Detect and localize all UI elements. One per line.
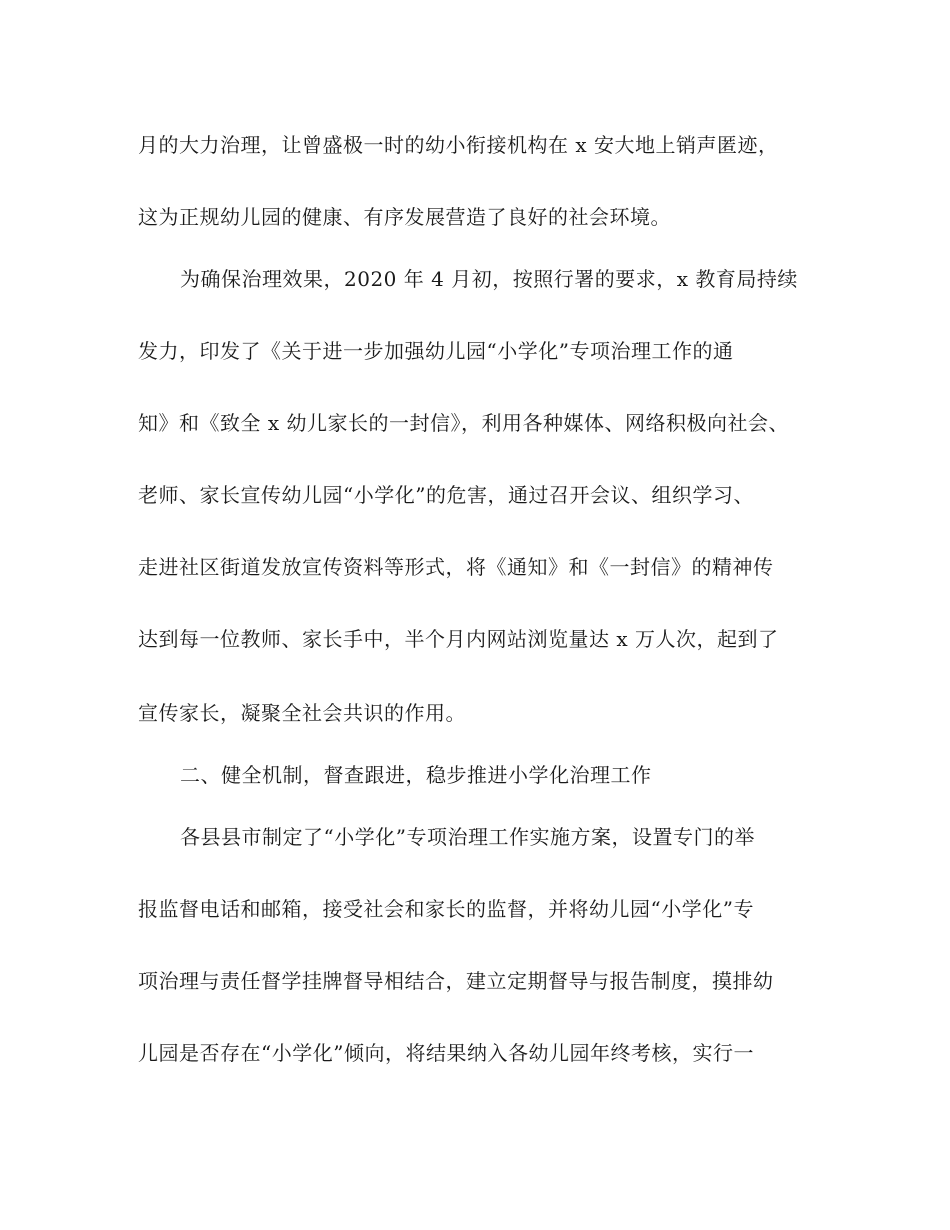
paragraph-line: 发力，印发了《关于进一步加强幼儿园“小学化”专项治理工作的通 [138, 339, 734, 363]
paragraph-line: 宣传家长，凝聚全社会共识的作用。 [138, 701, 466, 725]
paragraph-line: 为确保治理效果，2020 年 4 月初，按照行署的要求，x 教育局持续 [180, 267, 798, 291]
paragraph-line: 这为正规幼儿园的健康、有序发展营造了良好的社会环境。 [138, 205, 671, 229]
paragraph-line: 走进社区街道发放宣传资料等形式，将《通知》和《一封信》的精神传 [138, 555, 774, 579]
paragraph-line: 报监督电话和邮箱，接受社会和家长的监督，并将幼儿园“小学化”专 [138, 897, 754, 921]
section-heading: 二、健全机制，督查跟进，稳步推进小学化治理工作 [180, 763, 652, 787]
paragraph-line: 各县县市制定了“小学化”专项治理工作实施方案，设置专门的举 [180, 825, 755, 849]
paragraph-line: 儿园是否存在“小学化”倾向，将结果纳入各幼儿园年终考核，实行一 [138, 1041, 754, 1065]
paragraph-line: 项治理与责任督学挂牌督导相结合，建立定期督导与报告制度，摸排幼 [138, 969, 774, 993]
paragraph-line: 达到每一位教师、家长手中，半个月内网站浏览量达 x 万人次，起到了 [138, 627, 779, 651]
paragraph-line: 老师、家长宣传幼儿园“小学化”的危害，通过召开会议、组织学习、 [138, 483, 754, 507]
paragraph-line: 知》和《致全 x 幼儿家长的一封信》，利用各种媒体、网络积极向社会、 [138, 411, 789, 435]
paragraph-line: 月的大力治理，让曾盛极一时的幼小衔接机构在 x 安大地上销声匿迹， [138, 133, 779, 157]
